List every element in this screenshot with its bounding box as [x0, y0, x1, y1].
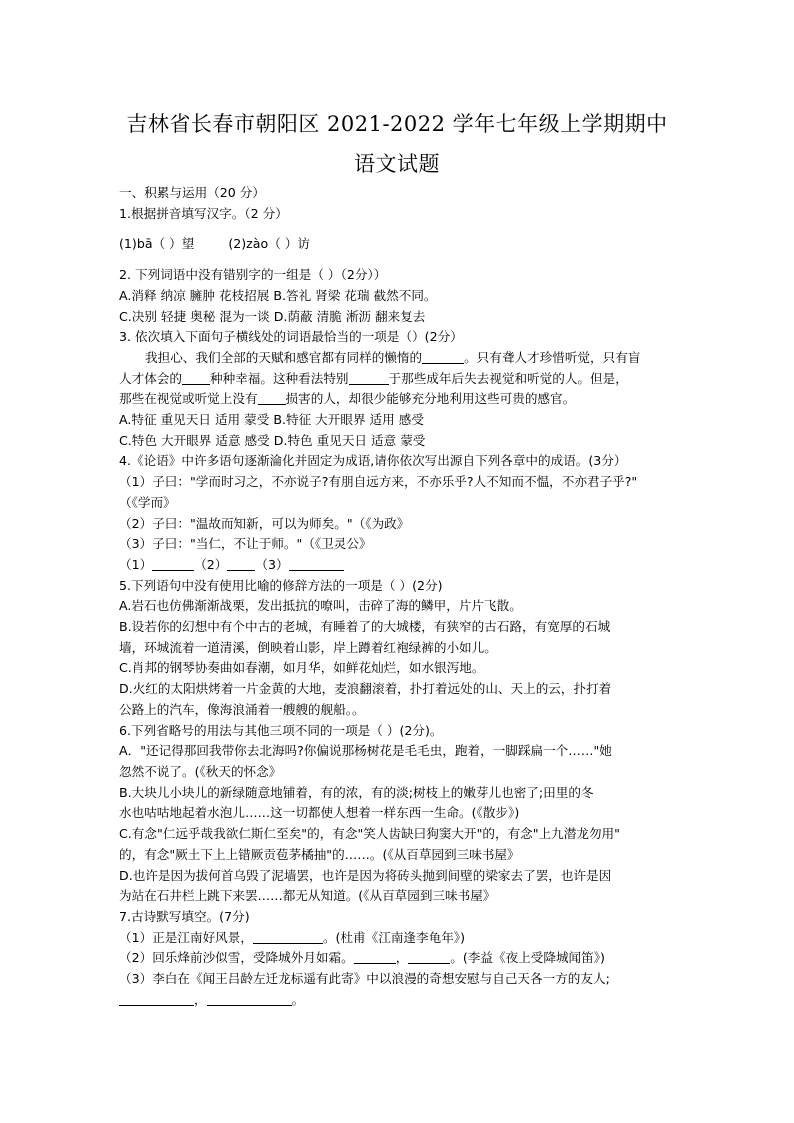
question-7-item-3: （3）李白在《闻王吕龄左迁龙标遥有此寄》中以浪漫的奇想安慰与自己天各一方的友人;: [119, 971, 610, 987]
answer-blank[interactable]: [182, 370, 210, 385]
question-6-option-b-cont: 水也咕咕地起着水泡儿……这一切都使人想着一样东西一生命。(《散步》): [119, 805, 520, 821]
question-3-stem: 3. 依次填入下面句子横线处的词语最恰当的一项是（）(2分）: [119, 329, 463, 345]
passage-text: 人才体会的: [119, 370, 182, 386]
question-4-stem: 4.《论语》中许多语句逐渐淪化并固定为成语,请你依次写出源自下列各章中的成语。(3分）: [119, 453, 627, 469]
passage-text: 种种幸福。这种看法特别: [209, 370, 349, 386]
question-7-item-3-answer: [119, 990, 679, 1011]
question-5-option-c: C.肖邦的钢琴协奏曲如春潮，如月华，如鲜花灿烂，如水银泻地。: [119, 660, 485, 676]
punctuation: 。: [291, 991, 305, 1007]
question-5-option-d-cont: 公路上的汽车，像海浪涌着一艘艘的舰船。。: [119, 701, 365, 717]
question-1-item-b: (2)zào（ ）访: [228, 236, 311, 252]
poem-text: （2）回乐烽前沙似雪，受降城外月如霜。: [119, 950, 354, 966]
question-3-options-cd: C.特色 大开眼界 适意 感受 D.特色 重见天日 适意 蒙受: [119, 432, 426, 448]
question-6-stem: 6.下列省略号的用法与其他三项不同的一项是（ ）(2分)。: [119, 722, 443, 738]
answer-blank[interactable]: [227, 556, 255, 571]
question-5-option-b-cont: 墙，环城流着一道清溪，倒映着山影，岸上蹲着红袍绿裤的小如儿。: [119, 639, 497, 655]
answer-blank[interactable]: [253, 929, 323, 944]
poem-text: （1）正是江南好风景，: [119, 929, 253, 945]
question-6-option-d-cont: 为站在石井栏上跳下来罢……都无从知道。(《从百草园到三味书屋》: [119, 888, 496, 904]
question-4-sentence-1: （1）子曰："学而时习之，不亦说子?有朋自远方来，不亦乐乎?人不知而不愠，不亦君子乎?": [119, 474, 638, 490]
doc-title: 吉林省长春市朝阳区 2021-2022 学年七年级上学期期中: [126, 112, 668, 136]
question-6-option-c-cont: 的，有念"厥土下上上错厥贡苞茅橘抽"的……。(《从百草园到三味书屋》: [119, 846, 520, 862]
answer-label: （3）: [255, 556, 289, 572]
question-3-passage-line: [119, 389, 679, 410]
question-1-item-a: (1)bā（ ）望: [119, 236, 195, 252]
question-7-stem: 7.古诗默写填空。(7分): [119, 908, 250, 924]
question-1-items: [119, 234, 679, 255]
question-2-stem: 2. 下列词语中没有错别字的一组是（ ）（2分））: [119, 267, 387, 283]
answer-blank[interactable]: [119, 991, 194, 1006]
question-5-option-a: A.岩石也仿佛渐渐战栗，发出抵抗的嘹叫，击碎了海的鳞甲，片片飞散。: [119, 598, 522, 614]
question-4-sentence-3: （3）子曰："当仁，不让于师。"（《卫灵公》: [119, 536, 372, 552]
answer-blank[interactable]: [152, 556, 194, 571]
question-6-option-b: B.大块儿小块儿的新绿随意地铺着，有的浓，有的淡;树枝上的嫩芽儿也密了;田里的冬: [119, 784, 594, 800]
exam-body: [119, 183, 679, 1010]
poem-source: 。(杜甫《江南逢李龟年》): [322, 929, 466, 945]
passage-text: 于那些成年后失去视觉和听觉的人。但是，: [388, 370, 628, 386]
answer-blank[interactable]: [422, 349, 464, 364]
question-1-stem: 1.根据拼音填写汉字。（2 分）: [119, 205, 288, 221]
question-6-option-d: D.也许是因为拔何首乌毁了泥墙罢，也许是因为将砖头抛到间壁的梁家去了罢，也许是因: [119, 867, 612, 883]
passage-text: 损害的人，却很少能够充分地利用这些可贵的感官。: [285, 391, 576, 407]
question-5-option-b: B.设若你的幻想中有个中古的老城，有睡着了的大城楼，有狭窄的古石路，有宽厚的石城: [119, 619, 611, 635]
question-3-passage-line: [119, 348, 679, 369]
question-6-option-c: C.有念"仁远乎哉我欲仁斯仁至矣"的，有念"笑人齿缺曰狗窦大开"的，有念"上九潜龙勿用": [119, 826, 620, 842]
answer-blank[interactable]: [289, 556, 344, 571]
answer-label: （2）: [194, 556, 228, 572]
answer-blank[interactable]: [354, 949, 396, 964]
spacer: [119, 224, 679, 234]
passage-text: 我担心、我们全部的天赋和感官都有同样的懒惰的: [145, 349, 423, 365]
question-3-passage-line: [119, 369, 679, 390]
question-7-item-2: [119, 948, 679, 969]
answer-blank[interactable]: [207, 991, 292, 1006]
question-4-sentence-1-source: （《学而》: [119, 494, 176, 510]
passage-text: 。只有聋人才珍惜听觉，只有盲: [464, 349, 641, 365]
question-4-answer-line: [119, 555, 679, 576]
answer-label: （1）: [119, 556, 153, 572]
poem-source: 。(李益《夜上受降城闻笛》): [450, 950, 605, 966]
spacer: [119, 255, 679, 265]
question-4-sentence-2: （2）子曰："温故而知新，可以为师矣。"（《为政》: [119, 515, 410, 531]
question-6-option-a-cont: 忽然不说了。(《秋天的怀念》: [119, 763, 282, 779]
question-2-options-ab: A.消释 纳凉 臃肿 花枝招展 B.答礼 肾梁 花瑞 截然不同。: [119, 287, 437, 303]
punctuation: ，: [194, 991, 207, 1007]
question-5-option-d: D.火红的太阳烘烤着一片金黄的大地，麦浪翻滚着，扑打着远处的山、天上的云，扑打着: [119, 681, 612, 697]
question-7-item-1: [119, 928, 679, 949]
question-5-stem: 5.下列语句中没有使用比喻的修辞方法的一项是（ ）(2分): [119, 577, 443, 593]
question-6-option-a: A．"还记得那回我带你去北海吗?你偏说那杨树花是毛毛虫，跑着，一脚踩扁一个……"她: [119, 743, 612, 759]
question-3-options-ab: A.特征 重见天日 适用 蒙受 B.特征 大开眼界 适用 感受: [119, 412, 424, 428]
answer-blank[interactable]: [258, 390, 286, 405]
doc-subtitle: 语文试题: [354, 152, 440, 176]
passage-text: 那些在视觉或听觉上没有: [119, 391, 258, 407]
section-heading: 一、积累与运用（20 分）: [119, 185, 265, 200]
answer-blank[interactable]: [408, 949, 450, 964]
answer-blank[interactable]: [349, 370, 389, 385]
question-2-options-cd: C.决别 轻捷 奥秘 混为一谈 D.荫蔽 清脆 淅沥 翻来复去: [119, 308, 426, 324]
punctuation: ，: [395, 950, 409, 966]
